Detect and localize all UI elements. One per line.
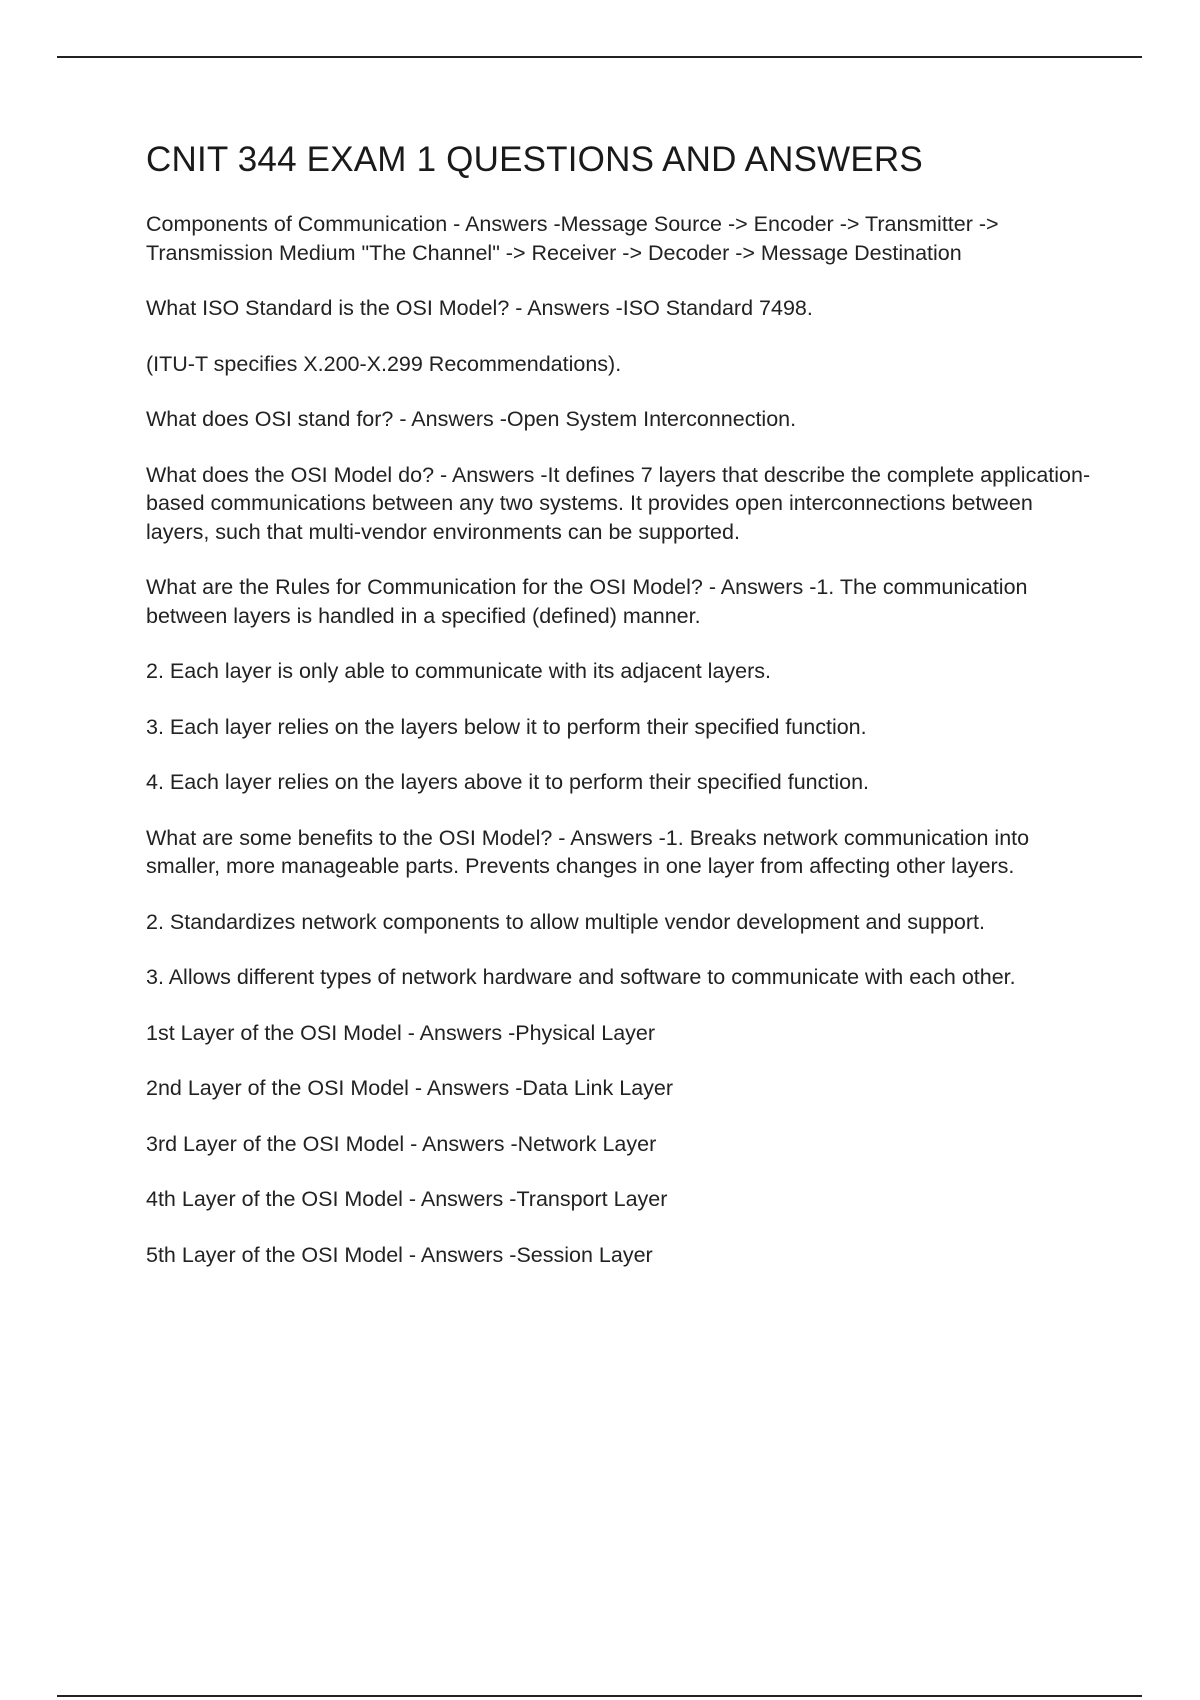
qa-osi-purpose: What does the OSI Model do? - Answers -It defines 7 layers that describe the complete application-based communications between any two systems. It provides open interconnections between layers, such that multi-vendor environments can be supported. bbox=[146, 462, 1091, 544]
qa-itu-t-note: (ITU-T specifies X.200-X.299 Recommendations). bbox=[146, 351, 622, 376]
qa-components-of-communication: Components of Communication - Answers -Message Source -> Encoder -> Transmitter -> Transmission Medium "The Channel" -> Receiver -> Decoder -> Message Destination bbox=[146, 212, 999, 265]
document-title: CNIT 344 EXAM 1 QUESTIONS AND ANSWERS bbox=[146, 140, 923, 179]
qa-layer-1: 1st Layer of the OSI Model - Answers -Physical Layer bbox=[146, 1020, 656, 1045]
qa-layer-3: 3rd Layer of the OSI Model - Answers -Network Layer bbox=[146, 1131, 657, 1156]
qa-layer-5: 5th Layer of the OSI Model - Answers -Session Layer bbox=[146, 1242, 653, 1267]
qa-benefit-2: 2. Standardizes network components to allow multiple vendor development and support. bbox=[146, 909, 985, 934]
qa-rule-2: 2. Each layer is only able to communicate with its adjacent layers. bbox=[146, 659, 771, 683]
document-body bbox=[146, 140, 1091, 1296]
qa-rule-4: 4. Each layer relies on the layers above it to perform their specified function. bbox=[146, 770, 870, 794]
qa-osi-acronym: What does OSI stand for? - Answers -Open System Interconnection. bbox=[146, 407, 797, 431]
top-divider bbox=[57, 56, 1142, 58]
qa-iso-standard: What ISO Standard is the OSI Model? - Answers -ISO Standard 7498. bbox=[146, 296, 813, 320]
qa-benefit-3: 3. Allows different types of network hardware and software to communicate with each other. bbox=[146, 965, 1016, 989]
qa-layer-2: 2nd Layer of the OSI Model - Answers -Data Link Layer bbox=[146, 1076, 674, 1100]
qa-benefits: What are some benefits to the OSI Model? - Answers -1. Breaks network communication into smaller, more manageable parts. Prevents changes in one layer from affecting other layers. bbox=[146, 825, 1030, 878]
qa-layer-4: 4th Layer of the OSI Model - Answers -Transport Layer bbox=[146, 1187, 668, 1211]
bottom-divider bbox=[57, 1695, 1142, 1697]
qa-rules-of-communication: What are the Rules for Communication for the OSI Model? - Answers -1. The communication between layers is handled in a specified (defined) manner. bbox=[146, 575, 1028, 628]
qa-rule-3: 3. Each layer relies on the layers below it to perform their specified function. bbox=[146, 714, 867, 739]
